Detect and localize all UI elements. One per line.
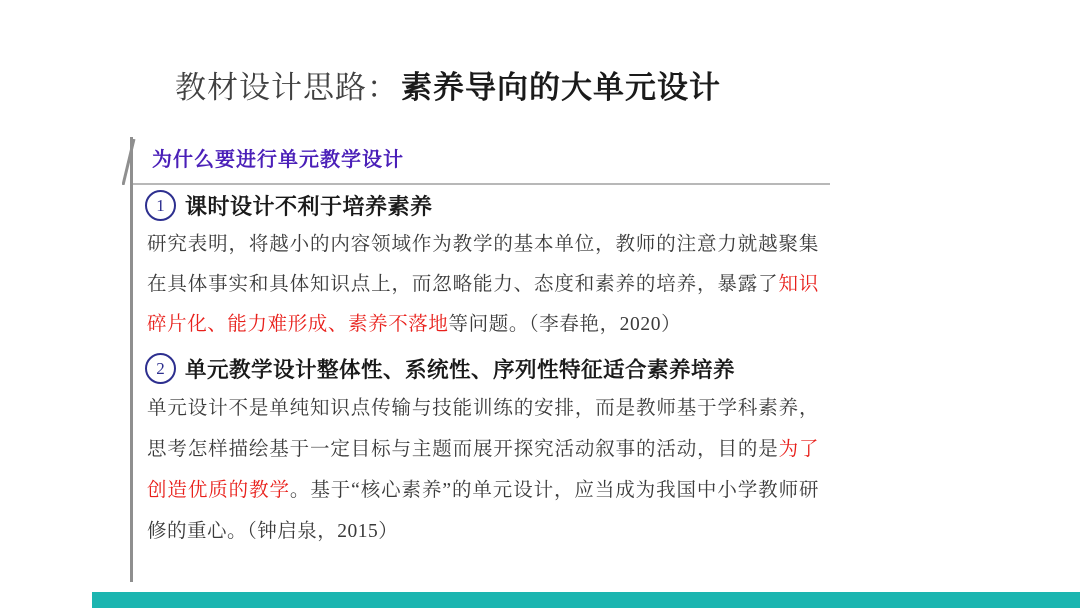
paragraph-part-1: 单元设计不是单纯知识点传输与技能训练的安排，而是教师基于学科素养，思考怎样描绘基于一定目标与主题而展开探究活动叙事的活动，目的是 (147, 398, 819, 460)
item-heading-row (133, 353, 833, 384)
bottom-accent-bar-gap (0, 592, 92, 608)
item-heading-text: 课时设计不利于培养素养 (185, 194, 433, 219)
slide-title (175, 62, 721, 107)
paragraph-part-2: 。基于“核心素养”的单元设计，应当成为我国中小学教师研修的重心。（钟启泉，2015） (147, 480, 819, 542)
content-body (133, 190, 833, 560)
section-heading: 为什么要进行单元教学设计 (152, 149, 404, 171)
item-heading-row (133, 190, 833, 221)
paragraph-part-1: 研究表明，将越小的内容领域作为教学的基本单位，教师的注意力就越聚集在具体事实和具体知识点上，而忽略能力、态度和素养的培养，暴露了 (147, 234, 819, 295)
paragraph-highlight: 为了创造优质的教学 (147, 439, 819, 501)
item-paragraph (133, 225, 819, 345)
paragraph-part-2: 等问题。（李春艳，2020） (448, 314, 682, 335)
bottom-accent-bar (0, 592, 1080, 608)
item-number-badge: 2 (145, 353, 176, 384)
list-item (133, 190, 833, 345)
item-heading-text: 单元教学设计整体性、系统性、序列性特征适合素养培养 (185, 358, 736, 382)
list-item (133, 353, 833, 552)
title-main: 素养导向的大单元设计 (401, 70, 721, 105)
item-paragraph (133, 388, 819, 552)
paragraph-highlight: 知识碎片化、能力难形成、素养不落地 (147, 274, 820, 335)
title-prefix: 教材设计思路： (175, 70, 399, 105)
item-number-badge: 1 (145, 190, 176, 221)
